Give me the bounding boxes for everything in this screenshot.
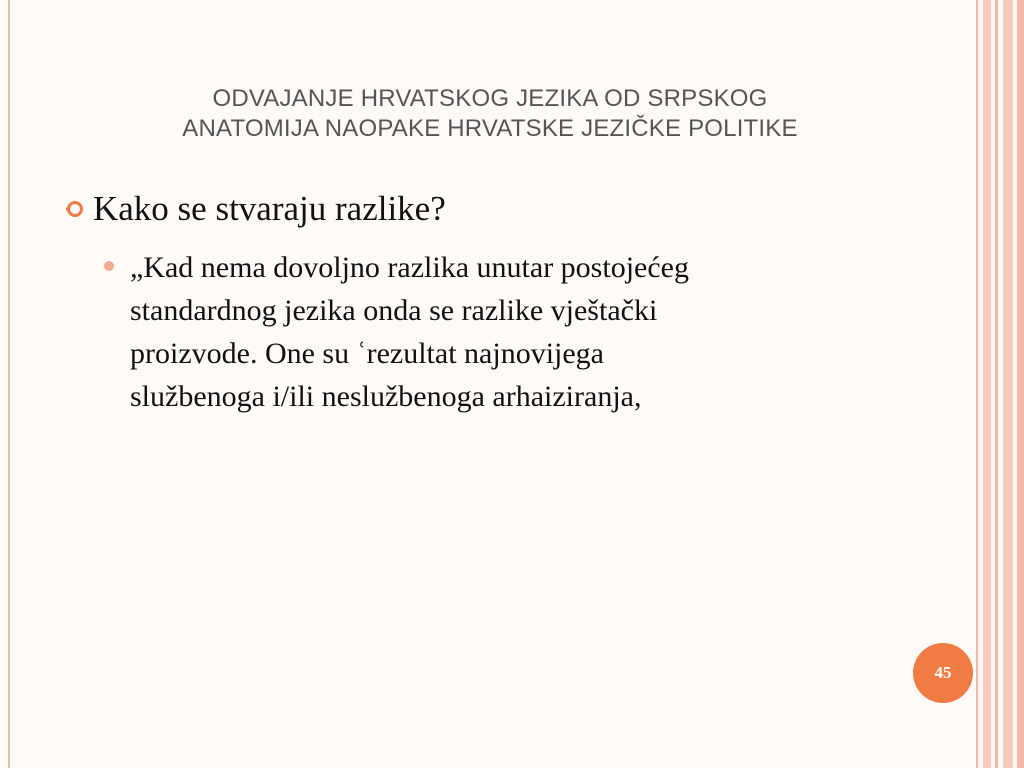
sub-bullet-line-2: standardnog jezika onda se razlike vještački — [130, 294, 658, 327]
slide-title-line-2: ANATOMIJA NAOPAKE HRVATSKE JEZIČKE POLITIKE — [182, 115, 798, 142]
sub-bullet-dot-icon — [104, 261, 114, 271]
right-decor-stripe — [976, 0, 978, 768]
sub-bullet-line-3: proizvode. One su ʿrezultat najnovijega — [130, 337, 604, 370]
main-bullet-text: Kako se stvaraju razlike? — [93, 189, 446, 228]
sub-bullet-line-1: „Kad nema dovoljno razlika unutar postojećeg — [130, 251, 689, 284]
right-decor-stripe — [995, 0, 998, 768]
page-number-badge: 45 — [913, 643, 973, 703]
left-border-line — [8, 0, 10, 768]
slide-title-line-1: ODVAJANJE HRVATSKOG JEZIKA OD SRPSKOG — [212, 85, 768, 112]
sub-bullet-line-4: službenoga i/ili neslužbenoga arhaiziranja, — [130, 380, 642, 413]
orange-ring-bullet-icon — [66, 200, 84, 218]
slide-title — [40, 84, 940, 144]
right-decor-stripe — [1003, 0, 1013, 768]
sub-bullet-text — [130, 246, 689, 418]
right-decor-stripe — [1017, 0, 1024, 768]
right-decor-stripe — [983, 0, 991, 768]
